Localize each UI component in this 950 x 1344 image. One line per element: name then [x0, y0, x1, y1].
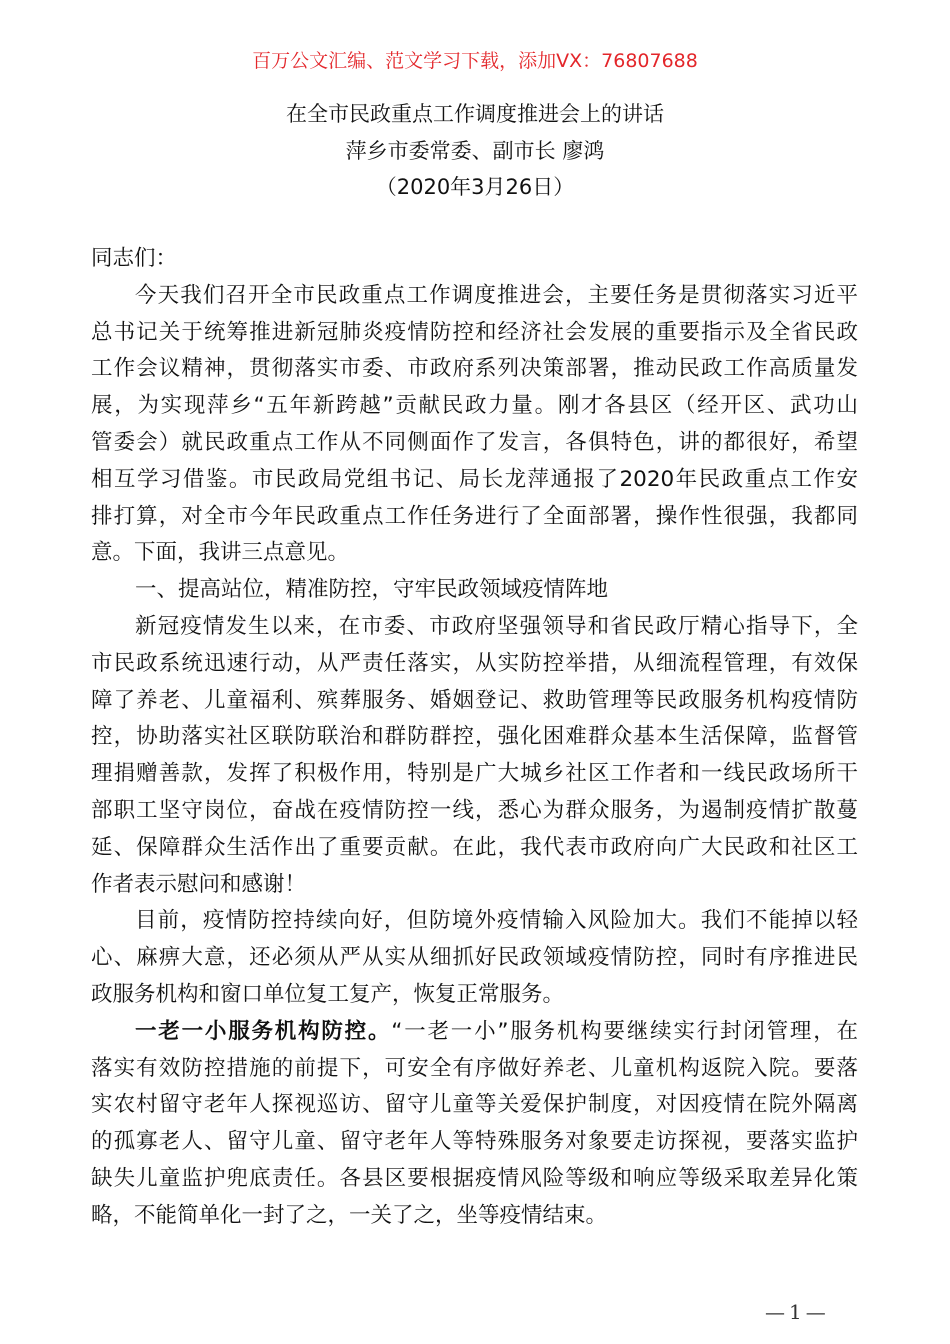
- paragraph-line: 作者表示慰问和感谢！: [91, 871, 307, 897]
- paragraph: [91, 241, 858, 278]
- paragraph-line: 管委会）就民政重点工作从不同侧面作了发言，各俱特色，讲的都很好，希望: [91, 429, 858, 455]
- paragraph: [91, 572, 858, 609]
- document-body: [91, 241, 858, 1235]
- paragraph-line: 实农村留守老年人探视巡访、留守儿童等关爱保护制度，对因疫情在院外隔离: [91, 1092, 858, 1118]
- paragraph-line: 展，为实现萍乡“五年新跨越”贡献民政力量。刚才各县区（经开区、武功山: [91, 393, 858, 419]
- paragraph-line: 今天我们召开全市民政重点工作调度推进会，主要任务是贯彻落实习近平: [135, 282, 858, 308]
- date-line: （2020年3月26日）: [375, 175, 575, 199]
- paragraph-line: 延、保障群众生活作出了重要贡献。在此，我代表市政府向广大民政和社区工: [91, 834, 858, 860]
- speaker-line: 萍乡市委常委、副市长 廖鸿: [345, 139, 605, 163]
- paragraph-line: [91, 1014, 858, 1051]
- paragraph-line: 心、麻痹大意，还必须从严从实从细抓好民政领域疫情防控，同时有序推进民: [91, 945, 858, 971]
- paragraph-line: 总书记关于统筹推进新冠肺炎疫情防控和经济社会发展的重要指示及全省民政: [91, 319, 858, 345]
- watermark-banner: 百万公文汇编、范文学习下载，添加VX：76807688: [252, 50, 698, 72]
- paragraph: [91, 903, 858, 1013]
- paragraph-line: 一、提高站位，精准防控，守牢民政领域疫情阵地: [135, 577, 609, 603]
- paragraph-line: 市民政系统迅速行动，从严责任落实，从实防控举措，从细流程管理，有效保: [91, 650, 858, 676]
- line-text: “一老一小”服务机构要继续实行封闭管理，在: [391, 1018, 858, 1044]
- paragraph: [91, 1014, 858, 1235]
- paragraph-line: 意。下面，我讲三点意见。: [91, 540, 350, 566]
- paragraph-line: 控，协助落实社区联防联治和群防群控，强化困难群众基本生活保障，监督管: [91, 724, 858, 750]
- bold-lead-heading: 一老一小服务机构防控。: [135, 1018, 392, 1044]
- paragraph-line: 同志们：: [91, 246, 178, 271]
- paragraph-line: 政服务机构和窗口单位复工复产，恢复正常服务。: [91, 981, 565, 1007]
- paragraph-line: 的孤寡老人、留守儿童、留守老年人等特殊服务对象要走访探视，要落实监护: [91, 1129, 858, 1155]
- paragraph-line: 略，不能简单化一封了之，一关了之，坐等疫情结束。: [91, 1202, 608, 1228]
- paragraph-line: 落实有效防控措施的前提下，可安全有序做好养老、儿童机构返院入院。要落: [91, 1055, 858, 1081]
- paragraph-line: 障了养老、儿童福利、殡葬服务、婚姻登记、救助管理等民政服务机构疫情防: [91, 687, 858, 713]
- paragraph-line: 相互学习借鉴。市民政局党组书记、局长龙萍通报了2020年民政重点工作安: [91, 466, 858, 492]
- paragraph-line: 理捐赠善款，发挥了积极作用，特别是广大城乡社区工作者和一线民政场所干: [91, 761, 858, 787]
- paragraph: [91, 609, 858, 903]
- paragraph-line: 目前，疫情防控持续向好，但防境外疫情输入风险加大。我们不能掉以轻: [135, 908, 858, 934]
- document-title: 在全市民政重点工作调度推进会上的讲话: [286, 102, 664, 126]
- paragraph: [91, 278, 858, 572]
- paragraph-line: 排打算，对全市今年民政重点工作任务进行了全面部署，操作性很强，我都同: [91, 503, 858, 529]
- paragraph-line: 部职工坚守岗位，奋战在疫情防控一线，悉心为群众服务，为遏制疫情扩散蔓: [91, 797, 858, 823]
- paragraph-line: 新冠疫情发生以来，在市委、市政府坚强领导和省民政厅精心指导下，全: [135, 613, 858, 639]
- paragraph-line: 缺失儿童监护兜底责任。各县区要根据疫情风险等级和响应等级采取差异化策: [91, 1165, 858, 1191]
- page-number: —1—: [765, 1300, 830, 1324]
- paragraph-line: 工作会议精神，贯彻落实市委、市政府系列决策部署，推动民政工作高质量发: [91, 356, 858, 382]
